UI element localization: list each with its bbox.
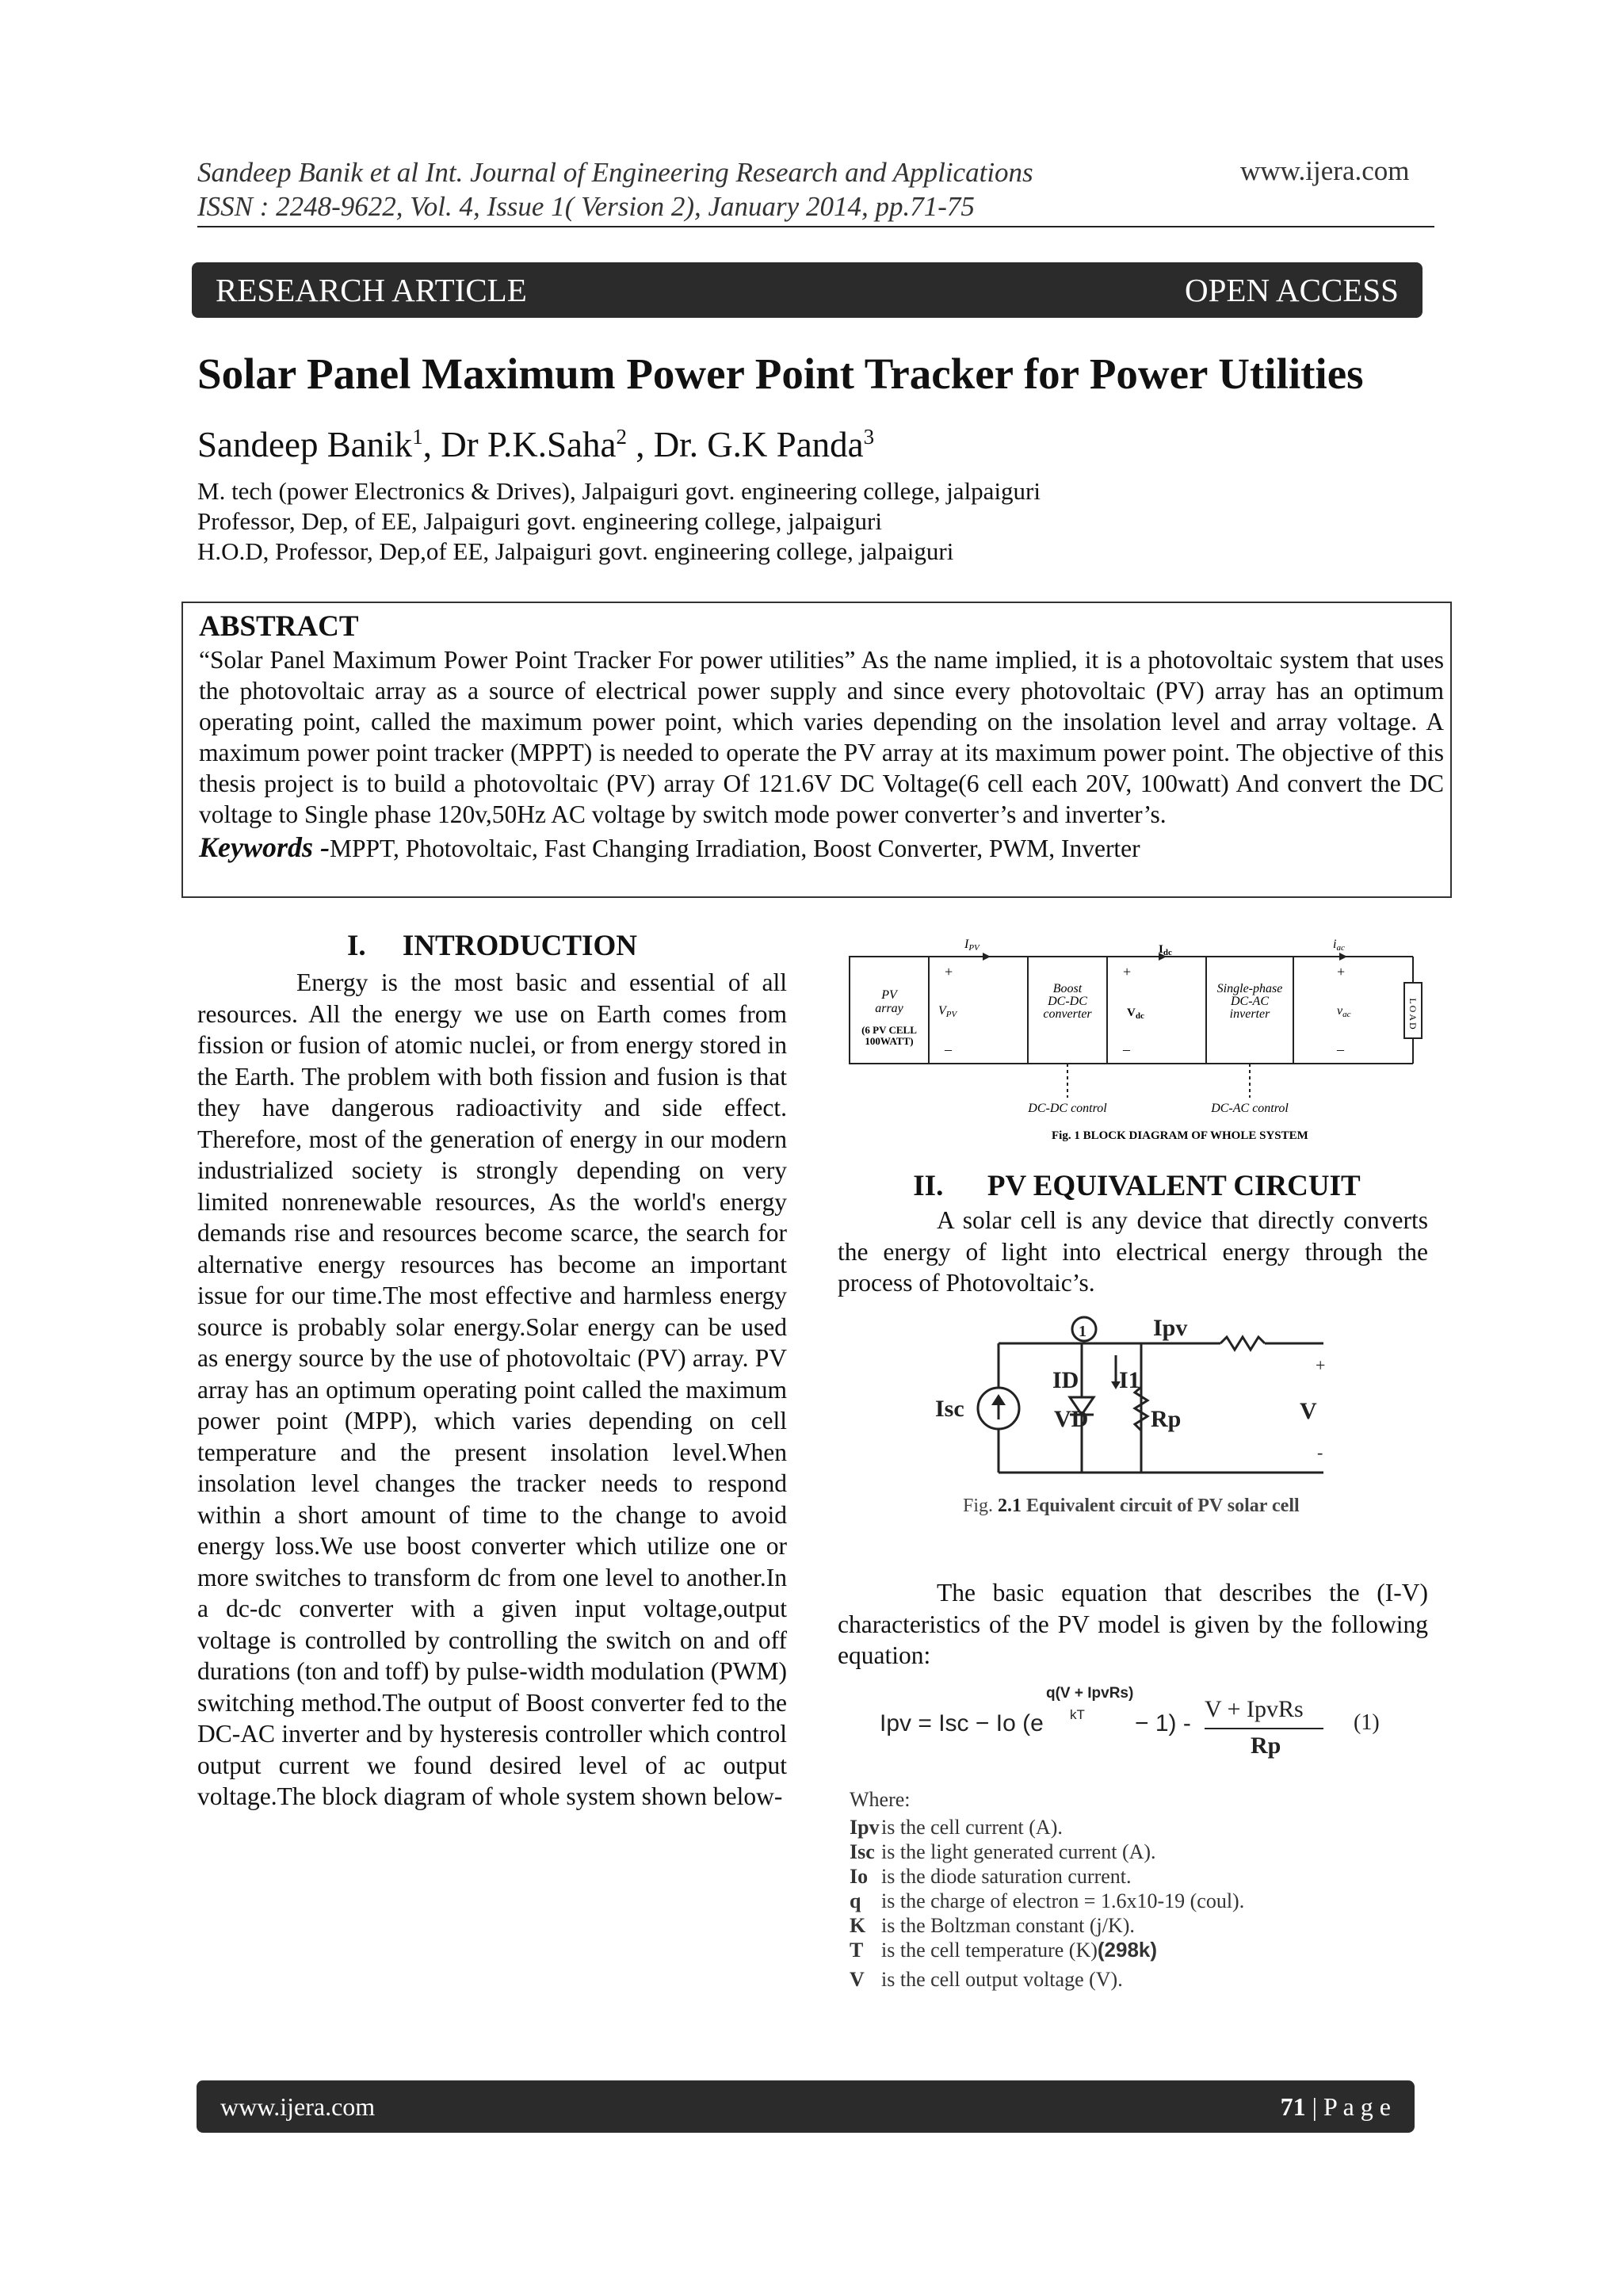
idc-sub: dc [1163,948,1172,957]
fig2-caption-prefix: Fig. [963,1496,999,1516]
vac-sub: ac [1342,1010,1351,1019]
ipv-arrow [983,953,991,961]
where-desc: is the diode saturation current. [881,1865,1132,1888]
pv-plus: + [945,964,953,980]
affiliation-2: Professor, Dep, of EE, Jalpaiguri govt. engineering college, jalpaiguri [197,507,882,535]
inverter-label-3: inverter [1229,1007,1270,1021]
iac-label [1333,938,1345,953]
page-number: 71 [1280,2092,1306,2121]
where-item [850,1839,1420,1864]
where-sym: T [850,1939,864,1962]
where-sym: K [850,1914,866,1937]
v-plus: + [1316,1355,1326,1375]
fig1-caption: Fig. 1 BLOCK DIAGRAM OF WHOLE SYSTEM [1052,1129,1308,1142]
ipv-circuit-label: Ipv [1153,1315,1188,1341]
iv-equation [880,1679,1434,1758]
node-1-label: 1 [1079,1323,1086,1340]
where-sym: Isc [850,1840,875,1863]
equivalent-circuit-figure [903,1312,1395,1518]
intro-heading-num: I. [347,930,366,962]
intro-heading [197,929,787,963]
where-label: Where: [850,1788,911,1811]
boost-label-2: DC-DC [1048,995,1087,1008]
header-rule [197,226,1434,227]
equation-exp-num: q(V + IpvRs) [1046,1685,1134,1702]
abstract-heading: ABSTRACT [199,610,359,643]
research-article-label: RESEARCH ARTICLE [216,272,527,308]
pv-label-1: PV [881,988,897,1002]
pv-label-3: (6 PV CELL [861,1024,917,1036]
author-1: Sandeep Banik [197,425,413,464]
where-sym: V [850,1968,865,1991]
journal-header-line: Sandeep Banik et al Int. Journal of Engineering Research and Applications [197,157,1033,188]
where-extra: (298k) [1097,1938,1158,1962]
ac-plus: + [1337,964,1346,980]
vac-main: v [1337,1004,1343,1018]
equation-lhs: Ipv = Isc − Io (e [880,1710,1044,1736]
equation-intro-text: The basic equation that describes the (I-V) characteristics of the PV model is given by the following equation: [838,1579,1428,1669]
pv-section-num: II. [913,1170,944,1202]
i1-label: I1 [1119,1367,1140,1393]
inverter-label-2: DC-AC [1231,995,1269,1008]
equation-minus-one: − 1) - [1135,1710,1191,1736]
inverter-label-1: Single-phase [1216,982,1283,995]
where-desc: is the charge of electron = 1.6x10-19 (coul). [881,1889,1245,1912]
fig2-caption-num: 2.1 [998,1496,1022,1516]
where-item [850,1815,1420,1839]
variable-definitions [850,1787,1420,1992]
abstract-box [181,602,1452,898]
v-minus: - [1317,1442,1323,1462]
journal-url[interactable]: www.ijera.com [1240,155,1410,186]
keywords-label: Keywords - [199,831,330,863]
page-label: | P a g e [1305,2092,1391,2121]
where-desc: is the light generated current (A). [881,1840,1156,1863]
iac-main: i [1333,938,1337,951]
page-footer [197,2080,1415,2133]
iac-arrow [1339,953,1347,961]
id-label: ID [1052,1367,1079,1393]
pv-minus: – [945,1041,952,1057]
where-item [850,1938,1420,1962]
idc-main: I [1159,943,1163,956]
ipv-sub: PV [968,943,980,953]
issn-line: ISSN : 2248-9622, Vol. 4, Issue 1( Version 2), January 2014, pp.71-75 [197,191,975,222]
pv-section-title: PV EQUIVALENT CIRCUIT [987,1170,1361,1202]
affiliation-1: M. tech (power Electronics & Drives), Jalpaiguri govt. engineering college, jalpaiguri [197,477,1041,505]
open-access-label: OPEN ACCESS [1184,272,1399,308]
author-1-mark: 1 [412,425,423,449]
author-2: , Dr P.K.Saha [422,425,617,464]
isc-label: Isc [935,1396,964,1422]
where-desc: is the cell current (A). [881,1816,1063,1839]
where-item [850,1889,1420,1913]
ac-minus: – [1337,1041,1344,1057]
footer-page [1281,2092,1391,2122]
equation-frac-num: V + IpvRs [1205,1696,1304,1722]
rp-label: Rp [1151,1406,1182,1432]
author-2-mark: 2 [616,425,627,449]
author-3: , Dr. G.K Panda [626,425,864,464]
where-item [850,1864,1420,1889]
dcac-control-label: DC-AC control [1211,1102,1289,1115]
boost-label-3: converter [1043,1007,1092,1021]
equation-number: (1) [1354,1710,1380,1735]
ipv-main: I [964,938,969,951]
fig2-caption-text: Equivalent circuit of PV solar cell [1022,1496,1300,1516]
where-sym: Ipv [850,1816,880,1839]
iac-sub: ac [1336,943,1345,953]
pv-section-text: A solar cell is any device that directly converts the energy of light into electrical energy through the process of Photovoltaic’s. [838,1206,1428,1297]
where-desc: is the Boltzman constant (j/K). [881,1914,1135,1937]
equation-frac-den: Rp [1251,1733,1281,1759]
vdc-main: V [1127,1007,1136,1019]
v-label: V [1300,1398,1317,1424]
where-sym: Io [850,1865,869,1888]
keywords-list: MPPT, Photovoltaic, Fast Changing Irradiation, Boost Converter, PWM, Inverter [330,835,1140,862]
pv-label-4: 100WATT) [865,1035,914,1047]
keywords-line [199,831,1444,865]
vpv-sub: PV [945,1010,957,1019]
where-item [850,1913,1420,1938]
load-label: LOAD [1407,998,1419,1031]
ipv-label [964,938,980,953]
where-item [850,1967,1420,1992]
vdc-label [1127,1007,1144,1021]
dcdc-control-label: DC-DC control [1028,1102,1107,1115]
vdc-sub: dc [1135,1011,1144,1021]
where-desc: is the cell temperature (K) [881,1939,1098,1962]
vpv-label [938,1004,958,1019]
vpv-main: V [938,1004,946,1018]
author-3-mark: 3 [863,425,875,449]
boost-label-1: Boost [1052,982,1083,995]
abstract-text: “Solar Panel Maximum Power Point Tracker For power utilities” As the name implied, it is a photovoltaic system that uses the photovoltaic array as a source of electrical power supply and since every photovoltaic (PV) array has an optimum operating point, called the maximum power point, which varies depending on the insolation level and array voltage. A maximum power point tracker (MPPT) is needed to operate the PV array at its maximum power point. The objective of this thesis project is to build a photovoltaic (PV) array Of 121.6V DC Voltage(6 cell each 20V, 100watt) And convert the DC voltage to Single phase 120v,50Hz AC voltage by switch mode power converter’s and inverter’s. [199,646,1444,828]
intro-text: Energy is the most basic and essential of all resources. All the energy we use on Earth comes from fission or fusion of atomic nuclei, or from energy stored in the Earth. The problem with both fission and fusion is that they have dangerous radioactivity and side effect. Therefore, most of the generation of energy in our modern industrialized society is strongly depending on very limited nonrenewable resources, As the world's energy demands rise and resources become scarce, the search for alternative energy resources has become an important issue for our time.The most effective and harmless energy source is probably solar energy.Solar energy can be used as energy source by the use of photovoltaic (PV) array. PV array has an optimum operating point called the maximum power point (MPP), which varies depending on cell temperature and the present insolation level.When insolation level changes the tracker needs to respond within a short amount of time to the change to avoid energy loss.We use boost converter which utilize one or more switches to transform dc from one level to another.In a dc-dc converter with a given input voltage,output voltage is controlled by controlling the switch on and off durations (ton and toff) by pulse-width modulation (PWM) switching method.The output of Boost converter fed to the DC-AC inverter and by hysteresis controller which control output current we found desired level of ac output voltage.The block diagram of whole system shown below- [197,968,787,1810]
equation-fraction-bar [1205,1728,1323,1729]
where-sym: q [850,1889,861,1912]
affiliation-3: H.O.D, Professor, Dep,of EE, Jalpaiguri govt. engineering college, jalpaiguri [197,537,954,565]
idc-label [1159,943,1172,957]
article-banner [192,262,1423,318]
where-desc: is the cell output voltage (V). [881,1968,1123,1991]
fig2-caption [963,1496,1300,1516]
equation-exp-den: kT [1070,1707,1085,1722]
vac-label [1337,1004,1351,1019]
paper-title: Solar Panel Maximum Power Point Tracker for Power Utilities [197,350,1364,398]
dc-plus: + [1123,964,1132,980]
intro-heading-text: INTRODUCTION [402,930,637,962]
pv-section-heading [842,1169,1432,1203]
dc-minus: – [1123,1041,1130,1057]
affiliations [197,476,1041,567]
authors-line [197,424,874,465]
footer-url[interactable]: www.ijera.com [220,2092,376,2121]
block-diagram-figure [842,935,1444,1149]
vd-label: VD [1054,1406,1089,1432]
pv-label-2: array [875,1002,903,1015]
